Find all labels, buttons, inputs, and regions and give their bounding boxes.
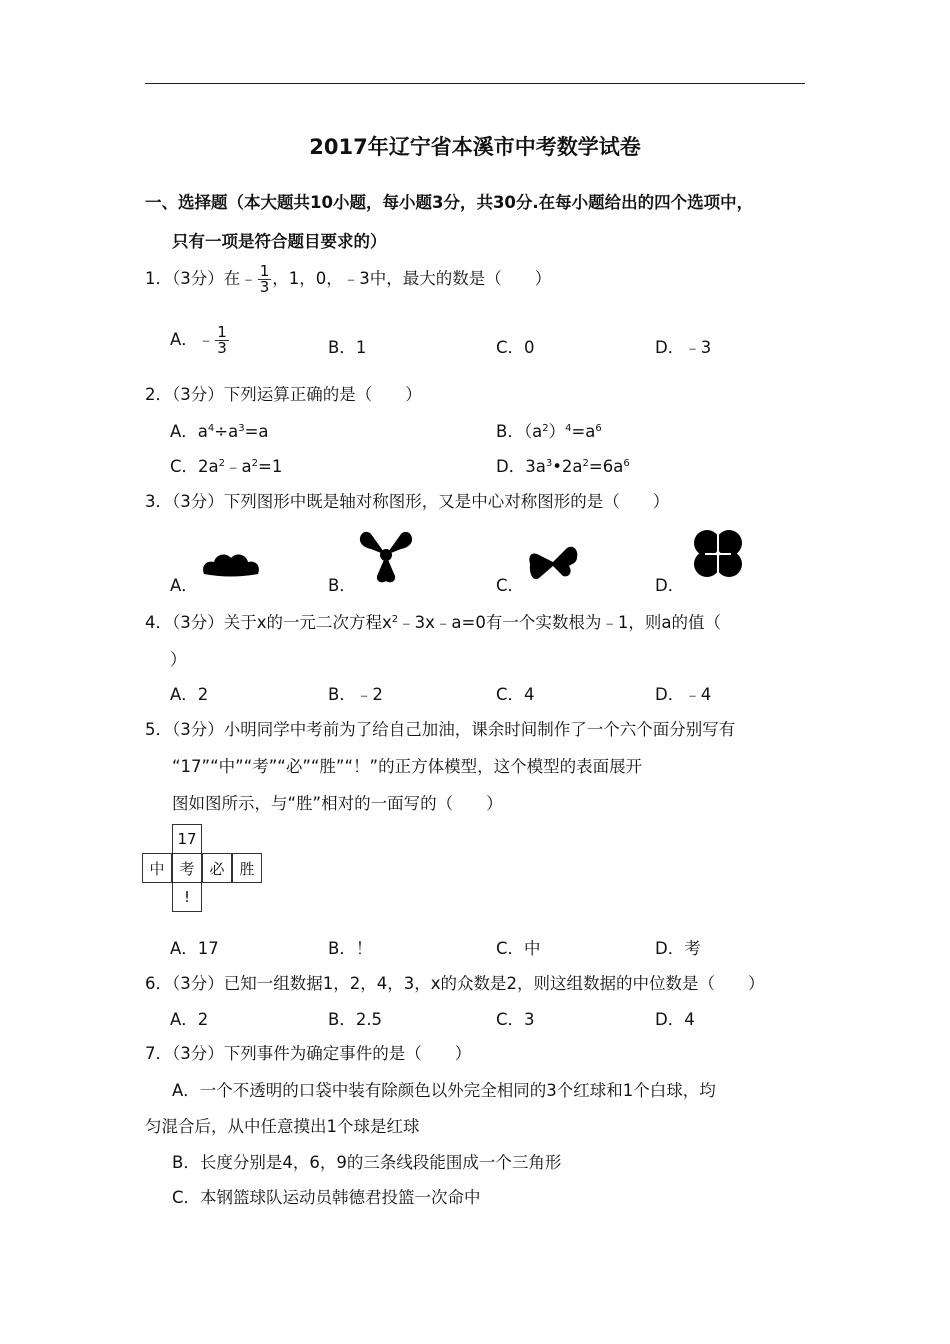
net-face-sheng: 胜: [232, 853, 262, 883]
text: 4．（3分）关于x的一元二次方程x: [145, 613, 392, 632]
exponent: 2: [542, 423, 549, 434]
net-face-exclaim: !: [172, 882, 202, 912]
q2-option-c[interactable]: [170, 453, 282, 477]
q1-stem-pre: 1．（3分）在﹣: [145, 269, 257, 288]
question-2-stem: 2．（3分）下列运算正确的是（ ）: [145, 385, 422, 404]
q4-option-a[interactable]: A．2: [170, 685, 209, 704]
text: ﹣a: [225, 457, 252, 476]
q7-option-a[interactable]: A．一个不透明的口袋中装有除颜色以外完全相同的3个红球和1个白球，均: [172, 1081, 716, 1100]
q1-option-c[interactable]: C．0: [496, 338, 535, 357]
text: =a: [244, 422, 269, 441]
header-rule: [145, 83, 805, 84]
section-heading-line2: 只有一项是符合题目要求的）: [172, 232, 387, 251]
q7-option-b[interactable]: B．长度分别是4，6，9的三条线段能围成一个三角形: [172, 1153, 562, 1172]
q1-option-a-fraction: [215, 325, 229, 356]
text: C．2a: [170, 457, 219, 476]
exponent: 2: [582, 458, 589, 469]
q3-option-b[interactable]: B．: [328, 576, 356, 595]
q7-option-c[interactable]: C．本钢篮球队运动员韩德君投篮一次命中: [172, 1188, 481, 1207]
net-face-bi: 必: [202, 853, 232, 883]
section-heading-line1: 一、选择题（本大题共10小题，每小题3分，共30分.在每小题给出的四个选项中，: [145, 193, 754, 212]
trefoil-shape-icon: [357, 528, 415, 584]
q5-option-d[interactable]: D．考: [655, 939, 701, 958]
question-7-stem: 7．（3分）下列事件为确定事件的是（ ）: [145, 1044, 472, 1063]
text: ﹣3x﹣a=0有一个实数根为﹣1，则a的值（: [398, 613, 721, 632]
bowtie-shape-icon: [527, 542, 579, 582]
text: ）: [548, 422, 566, 441]
exponent: 6: [623, 458, 630, 469]
four-leaf-clover-icon: [687, 525, 749, 583]
question-6-stem: 6．（3分）已知一组数据1，2，4，3，x的众数是2，则这组数据的中位数是（ ）: [145, 974, 765, 993]
net-face-17: 17: [172, 824, 202, 854]
q3-option-a[interactable]: A．: [170, 576, 198, 595]
question-5-line2: “17”“中”“考”“必”“胜”“！”的正方体模型，这个模型的表面展开: [172, 757, 643, 776]
q6-option-c[interactable]: C．3: [496, 1010, 535, 1029]
q1-stem-post: ，1，0，﹣3中，最大的数是（ ）: [272, 269, 552, 288]
q6-option-b[interactable]: B．2.5: [328, 1010, 383, 1029]
text: D．3a: [496, 457, 546, 476]
exponent: 3: [238, 423, 245, 434]
page-title: 2017年辽宁省本溪市中考数学试卷: [309, 135, 641, 159]
text: ÷a: [214, 422, 239, 441]
fraction-denominator: 3: [217, 339, 227, 357]
q4-option-c[interactable]: C．4: [496, 685, 535, 704]
q4-option-d[interactable]: D．﹣4: [655, 685, 712, 704]
exponent: 2: [251, 458, 259, 469]
text: =1: [258, 457, 283, 476]
q6-option-d[interactable]: D．4: [655, 1010, 695, 1029]
q1-option-b[interactable]: B．1: [328, 338, 367, 357]
q4-option-b[interactable]: B．﹣2: [328, 685, 383, 704]
question-5-line3: 图如图所示，与“胜”相对的一面写的（ ）: [172, 794, 503, 813]
q2-option-b[interactable]: [496, 418, 602, 442]
q5-option-a[interactable]: A．17: [170, 939, 219, 958]
q1-option-a[interactable]: [170, 325, 230, 356]
q2-option-d[interactable]: [496, 453, 630, 477]
text: •2a: [552, 457, 583, 476]
q3-option-c[interactable]: C．: [496, 576, 525, 595]
q7-option-a-line2: 匀混合后，从中任意摸出1个球是红球: [145, 1117, 420, 1136]
text: A．a: [170, 422, 208, 441]
fraction-numerator: 1: [259, 262, 270, 280]
question-4-stem-line2: ）: [170, 650, 187, 669]
exponent: 6: [595, 423, 602, 434]
net-face-kao: 考: [172, 853, 202, 883]
text: =6a: [588, 457, 624, 476]
fraction-denominator: 3: [259, 278, 270, 296]
q3-option-d[interactable]: D．: [655, 576, 685, 595]
exponent: 2: [218, 458, 226, 469]
cloud-shape-icon: [200, 548, 262, 580]
q2-option-a[interactable]: [170, 418, 269, 442]
exponent: 4: [565, 423, 572, 434]
q1-fraction: [258, 264, 272, 295]
question-4-stem: [145, 609, 721, 633]
exponent: 3: [545, 458, 553, 469]
question-3-stem: 3．（3分）下列图形中既是轴对称图形，又是中心对称图形的是（ ）: [145, 492, 670, 511]
q1-option-d[interactable]: D．﹣3: [655, 338, 712, 357]
q1-option-a-label: A．﹣: [170, 330, 215, 349]
q5-option-c[interactable]: C．中: [496, 939, 541, 958]
question-5-line1: 5．（3分）小明同学中考前为了给自己加油，课余时间制作了一个六个面分别写有: [145, 720, 736, 739]
q5-option-b[interactable]: B．！: [328, 939, 373, 958]
exponent: 4: [207, 423, 215, 434]
fraction-numerator: 1: [217, 323, 227, 341]
question-1-stem: [145, 264, 551, 295]
text: =a: [571, 422, 596, 441]
exponent: 2: [391, 614, 399, 625]
net-face-zhong: 中: [142, 853, 172, 883]
q6-option-a[interactable]: A．2: [170, 1010, 209, 1029]
text: B．（a: [496, 422, 543, 441]
